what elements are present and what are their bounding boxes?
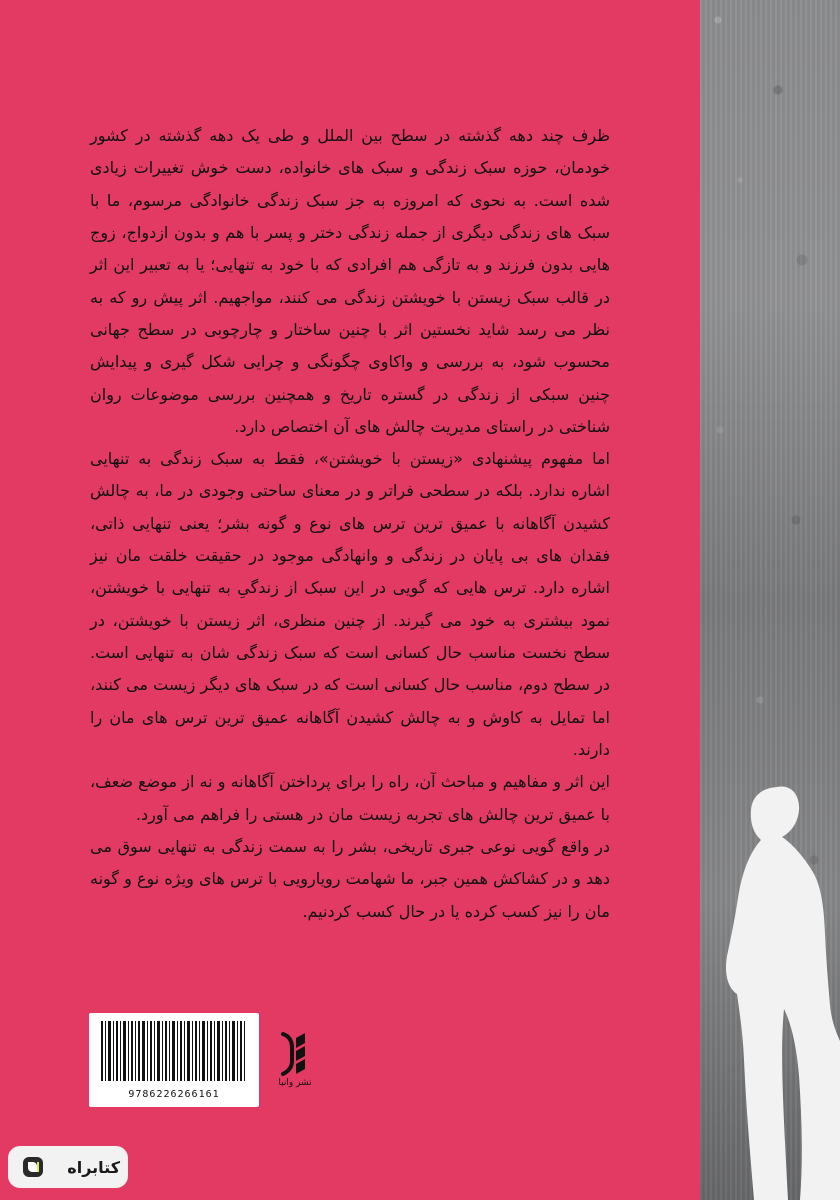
badge-label: کتابراه	[67, 1157, 120, 1177]
barcode-icon	[99, 1021, 249, 1081]
isbn-number: 9786226266161	[128, 1089, 220, 1100]
white-human-figure	[704, 770, 840, 1200]
description-paragraph-1: ظرف چند دهه گذشته در سطح بین الملل و طی یک دهه گذشته در کشور خودمان، حوزه سبک زندگی و سبک های خانواده، دست خوش تغییرات زیادی شده است. به نحوی که امروزه به جز سبک زندگی خانوادگی مرسوم، ما با سبک های زندگی دیگری از جمله زندگی دختر و پسر با هم و بدون ازدواج، زوج هایی بدون فرزند و به تازگی هم افرادی که با خود به تنهایی؛ یا به تعبیر این اثر در قالب سبک زیستن با خویشتن زندگی می کنند، مواجهیم. اثر پیش رو که به نظر می رسد شاید نخستین اثر با چنین ساختار و چارچوبی در سطح جهانی محسوب شود، به بررسی و واکاوی چگونگی و چرایی شکل گیری و پیدایش چنین سبکی از زندگی در گستره تاریخ و همچنین بررسی موضوعات روان شناختی در راستای مدیریت چالش های آن اختصاص دارد.	[90, 126, 610, 436]
barcode-block	[89, 1013, 259, 1107]
book-icon	[22, 1156, 44, 1178]
publisher-logo-icon	[276, 1030, 312, 1078]
description-paragraph-3: این اثر و مفاهیم و مباحث آن، راه را برای پرداختن آگاهانه و نه از موضع ضعف، با عمیق ترین چالش های تجربه زیست مان در هستی را فراهم می آورد.	[90, 772, 610, 824]
publisher-name: نشر وانیا	[278, 1078, 312, 1088]
description-paragraph-2: اما مفهوم پیشنهادی «زیستن با خویشتن»، فقط به سبک زندگی به تنهایی اشاره ندارد. بلکه در سطحی فراتر و در معنای ساحتی وجودی در ما، به چالش کشیدن آگاهانه با عمیق ترین ترس های نوع و گونه بشر؛ یعنی تنهایی ذاتی، فقدان های بی پایان در زندگی و وانهادگی موجود در حقیقت خلقت مان نیز اشاره دارد. ترس هایی که گویی در این سبک از زندگیِ به تنهایی با خویشتن، نمود بیشتری به خود می گیرند. از چنین منظری، اثر زیستن با خویشتن، در سطح نخست مناسب حال کسانی است که سبک زندگی شان به تنهایی است. در سطح دوم، مناسب حال کسانی است که در سبک های دیگر زیست می کنند، اما تمایل به کاوش و به چالش کشیدن آگاهانه عمیق ترین ترس های مان را دارند.	[90, 449, 610, 759]
ketabrah-badge	[8, 1146, 128, 1188]
book-description	[90, 120, 610, 928]
description-paragraph-4: در واقع گویی نوعی جبری تاریخی، بشر را به سمت زندگی به تنهایی سوق می دهد و در کشاکش همین جبر، ما شهامت رویارویی با ترس های ویژه نوع و گونه مان را نیز کسب کرده یا در حال کسب کردنیم.	[90, 836, 610, 921]
